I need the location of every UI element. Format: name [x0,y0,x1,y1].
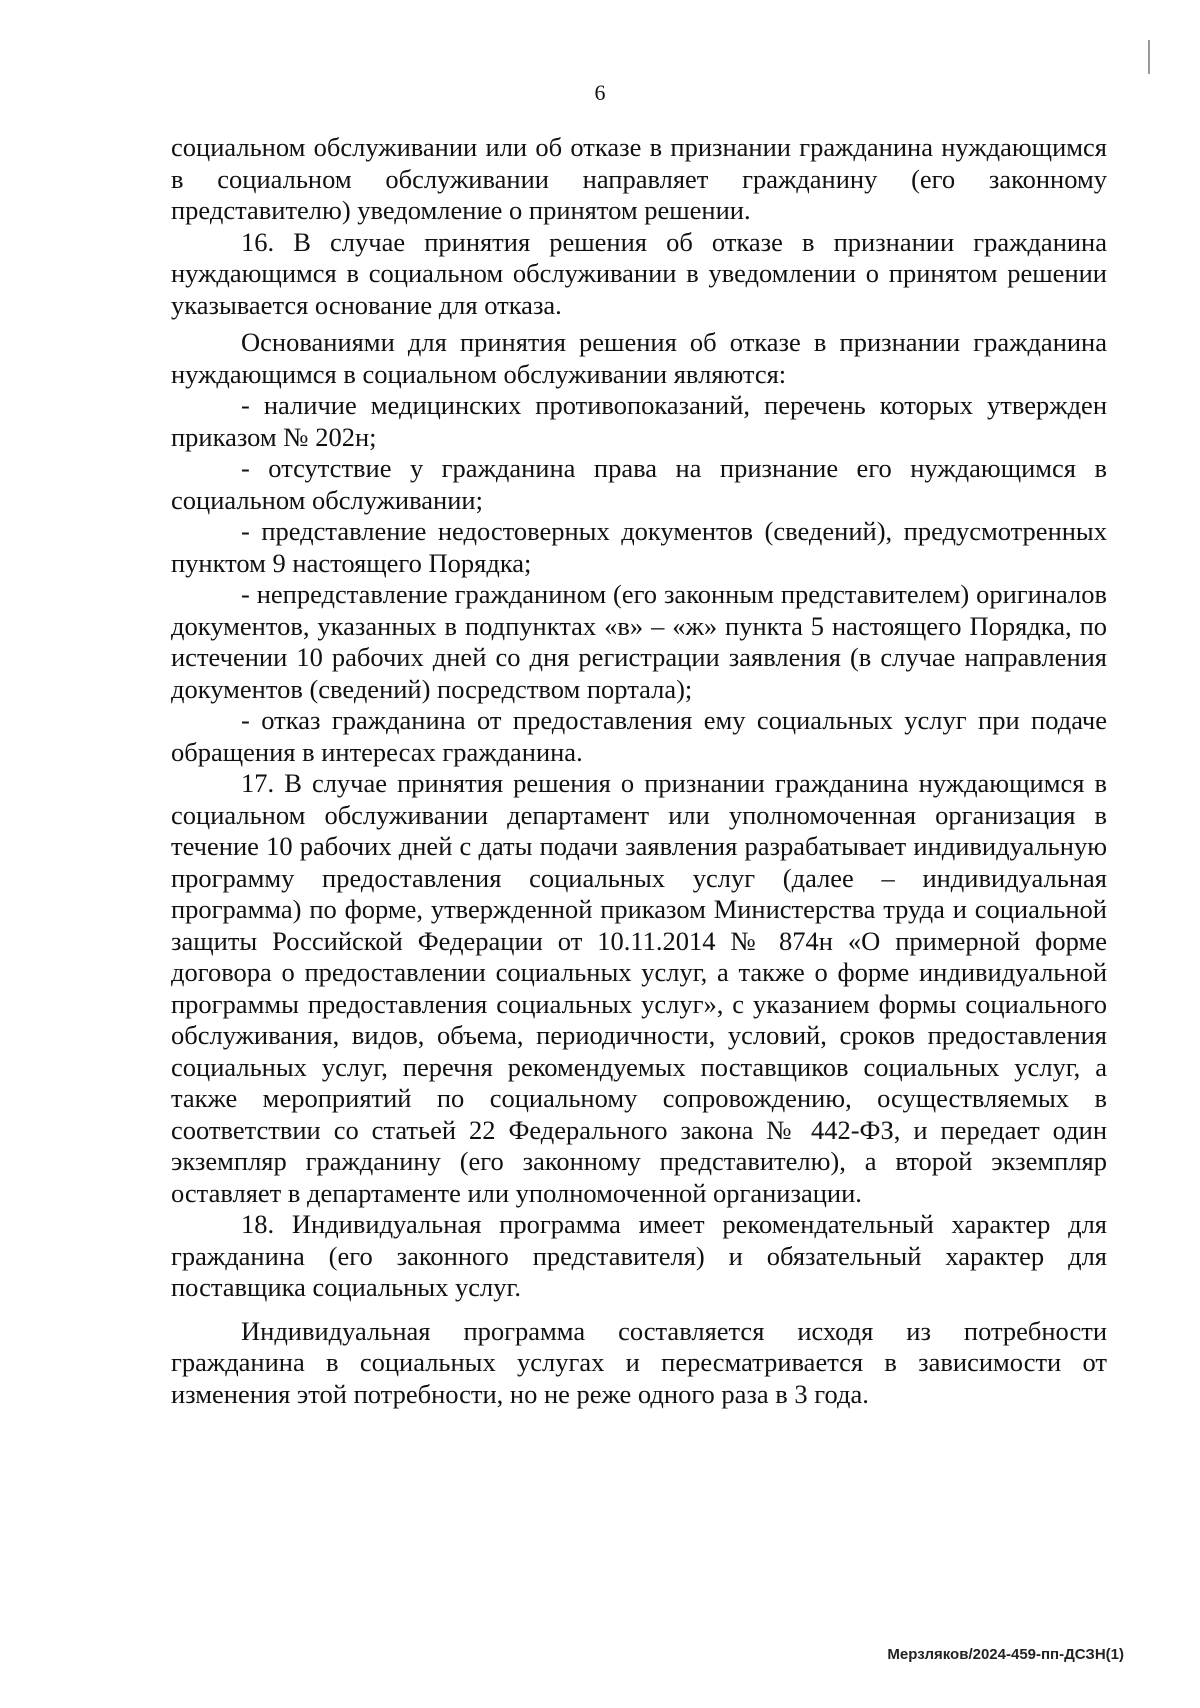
paragraph-item-18: 18. Индивидуальная программа имеет рекомендательный характер для гражданина (его законного представителя) и обязательный характер для поставщика социальных услуг. [171,1209,1107,1302]
scan-edge-mark [1148,40,1150,74]
paragraph-item-16: 16. В случае принятия решения об отказе в признании гражданина нуждающимся в социальном обслуживании в уведомлении о принятом решении указывается основание для отказа. [171,226,1107,320]
list-item-refusal: - отказ гражданина от предоставления ему социальных услуг при подаче обращения в интересах гражданина. [171,705,1107,767]
document-footer-code: Мерзляков/2024-459-пп-ДСЗН(1) [887,1646,1124,1663]
list-item-originals-not-provided: - непредставление гражданином (его законным представителем) оригиналов документов, указанных в подпунктах «в» – «ж» пункта 5 настоящего Порядка, по истечении 10 рабочих дней со дня регистрации заявления (в случае направления документов (сведений) посредством портала); [171,579,1107,704]
paragraph-continuation: социальном обслуживании или об отказе в признании гражданина нуждающимся в социальном обслуживании направляет гражданину (его законному представителю) уведомление о принятом решении. [171,132,1107,225]
paragraph-grounds-intro: Основаниями для принятия решения об отказе в признании гражданина нуждающимся в социальном обслуживании являются: [171,327,1107,389]
page-number: 6 [594,80,606,105]
paragraph-program-review: Индивидуальная программа составляется исходя из потребности гражданина в социальных услугах и пересматривается в зависимости от изменения этой потребности, но не реже одного раза в 3 года. [171,1315,1107,1409]
paragraph-item-17: 17. В случае принятия решения о признании гражданина нуждающимся в социальном обслуживании департамент или уполномоченная организация в течение 10 рабочих дней с даты подачи заявления разрабатывает индивидуальную программу предоставления социальных услуг (далее – индивидуальная программа) по форме, утвержденной приказом Министерства труда и социальной защиты Российской Федерации от 10.11.2014 № 874н «О примерной форме договора о предоставлении социальных услуг, а также о форме индивидуальной программы предоставления социальных услуг», с указанием формы социального обслуживания, видов, объема, периодичности, условий, сроков предоставления социальных услуг, перечня рекомендуемых поставщиков социальных услуг, а также мероприятий по социальному сопровождению, осуществляемых в соответствии со статьей 22 Федерального закона № 442-ФЗ, и передает один экземпляр гражданину (его законному представителю), а второй экземпляр оставляет в департаменте или уполномоченной организации. [171,768,1107,1208]
list-item-no-right: - отсутствие у гражданина права на признание его нуждающимся в социальном обслуживании; [171,453,1107,515]
list-item-false-documents: - представление недостоверных документов (сведений), предусмотренных пунктом 9 настоящего Порядка; [171,516,1107,578]
document-body [171,132,1107,1410]
list-item-medical-contraindications: - наличие медицинских противопоказаний, перечень которых утвержден приказом № 202н; [171,390,1107,452]
